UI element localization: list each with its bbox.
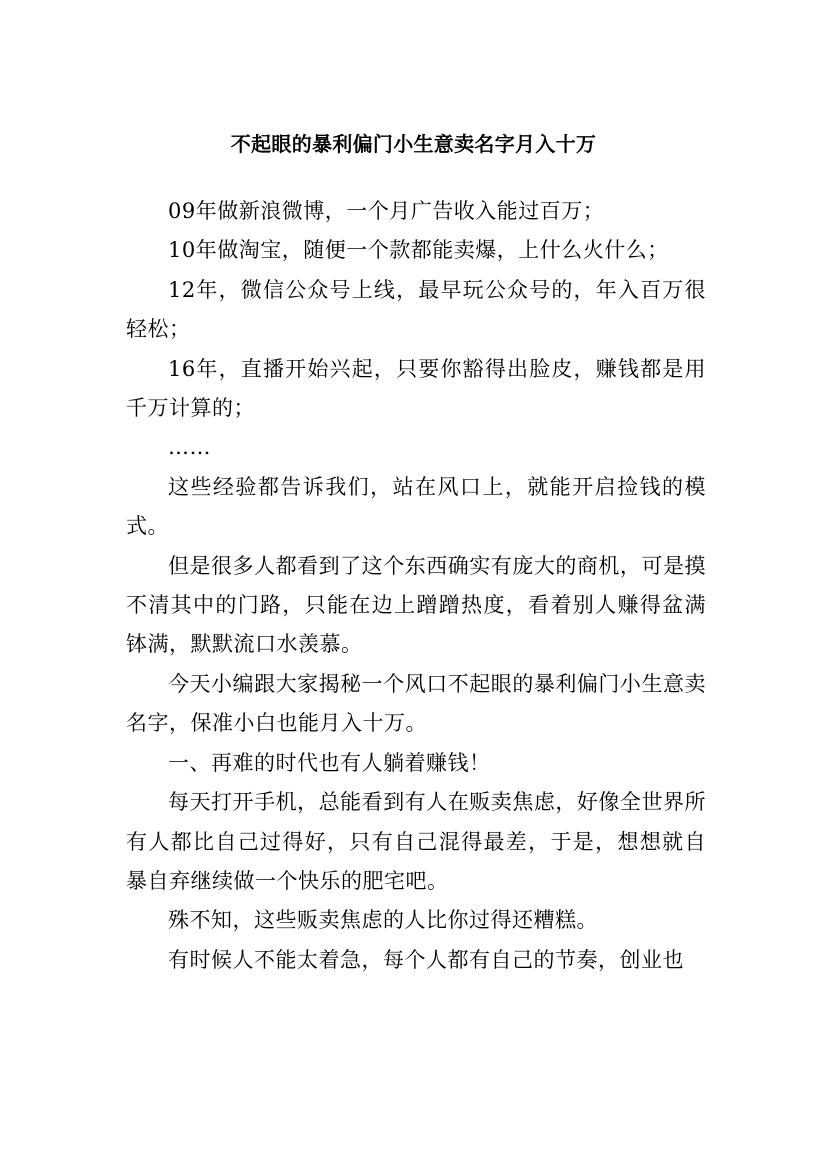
paragraph: 12年，微信公众号上线，最早玩公众号的，年入百万很轻松； bbox=[126, 277, 706, 342]
paragraph: 这些经验都告诉我们，站在风口上，就能开启捡钱的模式。 bbox=[126, 474, 706, 539]
paragraph: 有时候人不能太着急，每个人都有自己的节奏，创业也 bbox=[168, 947, 684, 972]
paragraph: 殊不知，这些贩卖焦虑的人比你过得还糟糕。 bbox=[168, 908, 598, 933]
paragraph: 每天打开手机，总能看到有人在贩卖焦虑，好像全世界所有人都比自己过得好，只有自己混得最差，于是，想想就自暴自弃继续做一个快乐的肥宅吧。 bbox=[126, 790, 706, 893]
paragraph: 16年，直播开始兴起，只要你豁得出脸皮，赚钱都是用千万计算的； bbox=[126, 356, 706, 421]
section-heading: 一、再难的时代也有人躺着赚钱！ bbox=[168, 750, 491, 775]
paragraph: 09年做新浪微博，一个月广告收入能过百万； bbox=[168, 199, 605, 223]
paragraph: 今天小编跟大家揭秘一个风口不起眼的暴利偏门小生意卖名字，保准小白也能月入十万。 bbox=[126, 671, 706, 736]
document-title: 不起眼的暴利偏门小生意卖名字月入十万 bbox=[230, 132, 597, 156]
document-body bbox=[126, 192, 706, 980]
paragraph: 10年做淘宝，随便一个款都能卖爆，上什么火什么； bbox=[168, 238, 669, 263]
paragraph-ellipsis: …… bbox=[168, 435, 211, 460]
paragraph: 但是很多人都看到了这个东西确实有庞大的商机，可是摸不清其中的门路，只能在边上蹭蹭热度，看着别人赚得盆满钵满，默默流口水羡慕。 bbox=[126, 553, 706, 657]
